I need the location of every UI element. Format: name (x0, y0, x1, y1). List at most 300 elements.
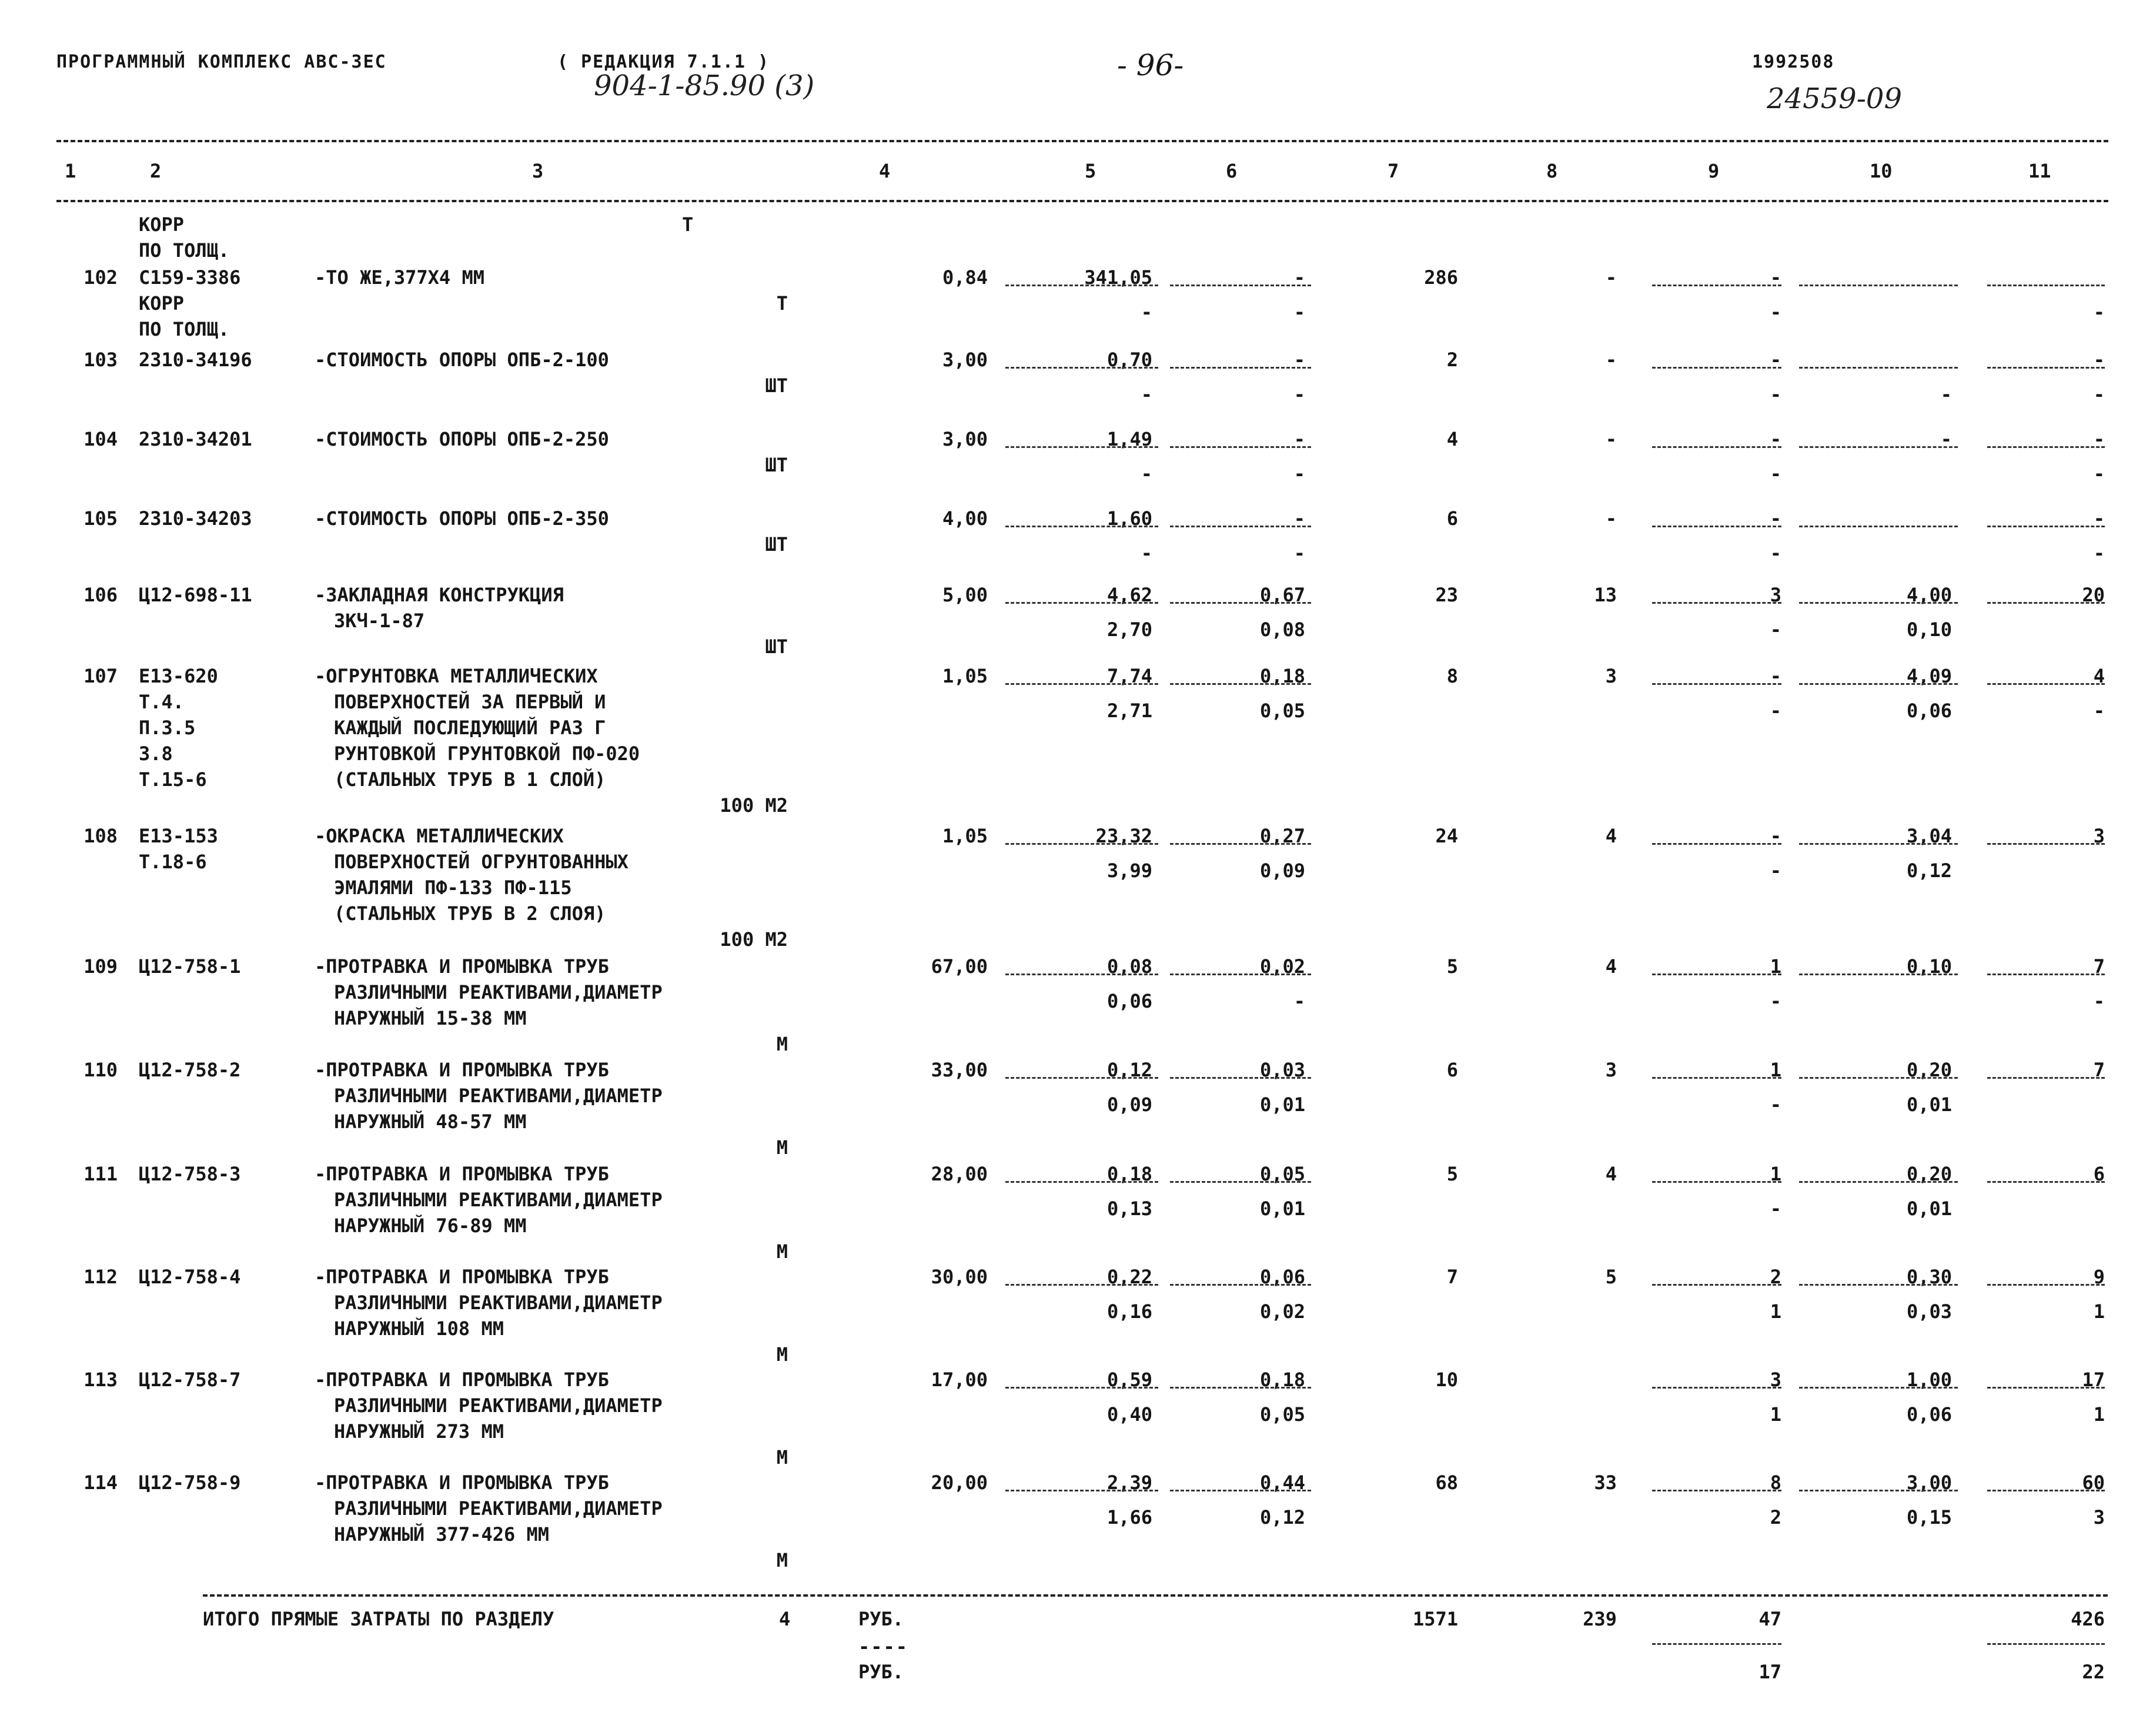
row-description: РАЗЛИЧНЫМИ РЕАКТИВАМИ,ДИАМЕТР (334, 981, 663, 1004)
row-code: Т.18-6 (139, 851, 207, 873)
row-quantity: 67,00 (931, 955, 988, 978)
row-col6-rule (1170, 367, 1311, 369)
continuation-code-2: ПО ТОЛЩ. (139, 239, 230, 262)
row-col5-wages: 2,71 (1106, 700, 1152, 723)
total-col9-rule (1652, 1643, 1781, 1645)
row-code: П.3.5 (139, 717, 196, 739)
row-col10-total: 0,10 (1906, 955, 1952, 978)
row-col10-total: - (1940, 428, 1952, 450)
row-description: НАРУЖНЫЙ 377-426 ММ (334, 1523, 550, 1546)
row-col5-total: 1,60 (1106, 507, 1152, 530)
row-number: 108 (83, 825, 118, 847)
row-col11-rule (1987, 683, 2105, 685)
row-col11-total: 6 (2093, 1163, 2105, 1185)
row-col10-rule (1799, 1284, 1958, 1286)
table-row (0, 582, 2153, 658)
row-col6-total: 0,27 (1259, 825, 1305, 847)
row-unit: М (776, 1033, 788, 1055)
row-code: 3.8 (139, 742, 173, 765)
row-col5-total: 23,32 (1095, 825, 1152, 847)
row-col6-wages: 0,01 (1259, 1198, 1305, 1220)
column-number-11: 11 (2028, 160, 2051, 182)
row-code: Ц12-758-2 (139, 1059, 241, 1081)
header-rule-top (56, 140, 2108, 142)
row-col5-wages: 0,13 (1106, 1198, 1152, 1220)
row-col9-rule (1652, 683, 1781, 685)
row-code: Ц12-758-7 (139, 1369, 241, 1391)
row-col5-total: 0,70 (1106, 349, 1152, 371)
row-col7: 10 (1435, 1369, 1458, 1391)
row-col10-wages: 0,06 (1906, 1403, 1952, 1426)
row-col8: 5 (1605, 1266, 1617, 1288)
row-col9-wages: - (1770, 1093, 1781, 1116)
row-col5-wages: - (1141, 463, 1152, 486)
row-col6-rule (1170, 1387, 1311, 1389)
row-col10-total: 0,30 (1906, 1266, 1952, 1288)
row-description: -СТОИМОСТЬ ОПОРЫ ОПБ-2-100 (315, 349, 609, 371)
row-col5-total: 0,12 (1106, 1059, 1152, 1081)
row-col9-rule (1652, 1077, 1781, 1079)
row-code: Ц12-758-4 (139, 1266, 241, 1288)
row-col9-total: 1 (1770, 1059, 1781, 1081)
row-number: 109 (83, 955, 118, 978)
row-col9-total: - (1770, 665, 1781, 687)
row-col6-rule (1170, 974, 1311, 975)
row-unit: 100 М2 (720, 928, 788, 951)
row-col5-wages: 1,66 (1106, 1506, 1152, 1529)
row-code: Е13-153 (139, 825, 218, 847)
row-col6-rule (1170, 843, 1311, 845)
row-col9-total: 8 (1770, 1471, 1781, 1494)
row-col9-wages: - (1770, 859, 1781, 882)
row-code: Е13-620 (139, 665, 218, 687)
row-quantity: 3,00 (942, 428, 988, 450)
row-col6-total: - (1293, 428, 1305, 450)
row-code: С159-3386 (139, 266, 241, 289)
row-col5-total: 0,18 (1106, 1163, 1152, 1185)
row-col10-rule (1799, 683, 1958, 685)
row-col9-total: - (1770, 428, 1781, 450)
column-number-4: 4 (879, 160, 891, 182)
row-col11-rule (1987, 1284, 2105, 1286)
row-col9-total: 1 (1770, 955, 1781, 978)
total-currency-2: РУБ. (858, 1661, 904, 1683)
row-col6-total: 0,67 (1259, 584, 1305, 606)
row-col10-wages: 0,12 (1906, 859, 1952, 882)
row-col7: 7 (1446, 1266, 1458, 1288)
table-row (0, 265, 2153, 340)
row-col11-wages: - (2093, 700, 2105, 723)
row-col6-total: 0,03 (1259, 1059, 1305, 1081)
row-col6-rule (1170, 526, 1311, 527)
row-col6-rule (1170, 683, 1311, 685)
row-unit: ШТ (765, 533, 788, 556)
row-description: НАРУЖНЫЙ 76-89 ММ (334, 1215, 527, 1237)
row-col9-rule (1652, 974, 1781, 975)
row-description: ЭМАЛЯМИ ПФ-133 ПФ-115 (334, 877, 572, 899)
table-row (0, 1057, 2153, 1159)
row-col9-total: 3 (1770, 1369, 1781, 1391)
total-col11-rule (1987, 1643, 2105, 1645)
row-quantity: 33,00 (931, 1059, 988, 1081)
row-col5-rule (1005, 602, 1158, 604)
row-description: -ПРОТРАВКА И ПРОМЫВКА ТРУБ (315, 1163, 609, 1185)
row-description: НАРУЖНЫЙ 273 ММ (334, 1420, 504, 1443)
row-col6-total: 0,18 (1259, 665, 1305, 687)
row-col10-rule (1799, 526, 1958, 527)
row-col6-total: - (1293, 266, 1305, 289)
row-col10-wages: 0,10 (1906, 618, 1952, 641)
row-col6-rule (1170, 602, 1311, 604)
document-code: 1992508 (1752, 52, 1835, 72)
row-col6-wages: - (1293, 542, 1305, 565)
row-description: РАЗЛИЧНЫМИ РЕАКТИВАМИ,ДИАМЕТР (334, 1189, 663, 1211)
row-quantity: 3,00 (942, 349, 988, 371)
row-col9-wages: - (1770, 463, 1781, 486)
row-col10-total: 4,09 (1906, 665, 1952, 687)
row-col5-wages: 0,40 (1106, 1403, 1152, 1426)
row-number: 112 (83, 1266, 118, 1288)
row-code: Ц12-758-1 (139, 955, 241, 978)
header-rule-bottom (56, 200, 2108, 202)
row-col6-total: - (1293, 507, 1305, 530)
row-col6-total: 0,06 (1259, 1266, 1305, 1288)
row-col6-rule (1170, 285, 1311, 286)
row-col6-wages: 0,05 (1259, 1403, 1305, 1426)
row-col11-rule (1987, 526, 2105, 527)
row-code: КОРР (139, 292, 185, 315)
column-number-9: 9 (1708, 160, 1720, 182)
row-col5-wages: 0,06 (1106, 990, 1152, 1013)
row-col6-rule (1170, 1284, 1311, 1286)
row-col11-total: 7 (2093, 955, 2105, 978)
row-col6-wages: 0,09 (1259, 859, 1305, 882)
row-col9-wages: - (1770, 700, 1781, 723)
row-col6-wages: - (1293, 383, 1305, 406)
row-col9-rule (1652, 285, 1781, 286)
row-col6-rule (1170, 1077, 1311, 1079)
row-col7: 5 (1446, 955, 1458, 978)
row-col10-rule (1799, 1387, 1958, 1389)
row-col9-wages: - (1770, 618, 1781, 641)
row-col5-wages: - (1141, 542, 1152, 565)
row-col11-total: 3 (2093, 825, 2105, 847)
row-col9-wages: 2 (1770, 1506, 1781, 1529)
row-col10-total: 0,20 (1906, 1059, 1952, 1081)
row-col11-rule (1987, 285, 2105, 286)
row-col5-rule (1005, 1490, 1158, 1491)
row-col11-total: 9 (2093, 1266, 2105, 1288)
row-col11-rule (1987, 843, 2105, 845)
row-col7: 68 (1435, 1471, 1458, 1494)
total-col11-a: 426 (2071, 1608, 2105, 1630)
row-code: 2310-34196 (139, 349, 252, 371)
row-col8: - (1605, 428, 1617, 450)
row-unit: ШТ (765, 374, 788, 397)
row-col9-rule (1652, 1387, 1781, 1389)
row-col5-rule (1005, 683, 1158, 685)
row-col11-rule (1987, 446, 2105, 448)
row-col9-total: - (1770, 266, 1781, 289)
row-description: РАЗЛИЧНЫМИ РЕАКТИВАМИ,ДИАМЕТР (334, 1497, 663, 1520)
row-unit: Т (776, 292, 788, 315)
row-col9-total: 3 (1770, 584, 1781, 606)
row-number: 102 (83, 266, 118, 289)
row-col11-total: 4 (2093, 665, 2105, 687)
handwritten-project-code: 904-1-85.90 (3) (594, 69, 815, 102)
row-col11-wages: - (2093, 463, 2105, 486)
total-col9-b: 17 (1758, 1661, 1781, 1683)
row-col11-total: - (2093, 349, 2105, 371)
total-currency-1: РУБ. (858, 1608, 904, 1630)
row-col6-total: 0,05 (1259, 1163, 1305, 1185)
row-col9-rule (1652, 1181, 1781, 1183)
row-description: РАЗЛИЧНЫМИ РЕАКТИВАМИ,ДИАМЕТР (334, 1085, 663, 1107)
row-code: ПО ТОЛЩ. (139, 318, 230, 340)
row-col11-wages: - (2093, 383, 2105, 406)
row-col10-wages: 0,03 (1906, 1300, 1952, 1323)
row-col6-total: 0,18 (1259, 1369, 1305, 1391)
row-description: -ЗАКЛАДНАЯ КОНСТРУКЦИЯ (315, 584, 564, 606)
column-number-7: 7 (1388, 160, 1399, 182)
row-col9-total: 1 (1770, 1163, 1781, 1185)
row-unit: 100 М2 (720, 794, 788, 817)
row-col11-wages: 3 (2093, 1506, 2105, 1529)
row-col10-wages: 0,15 (1906, 1506, 1952, 1529)
row-col11-wages: 1 (2093, 1403, 2105, 1426)
row-unit: М (776, 1240, 788, 1263)
row-col11-rule (1987, 1181, 2105, 1183)
row-col10-rule (1799, 1077, 1958, 1079)
row-col8: - (1605, 349, 1617, 371)
row-col8: 3 (1605, 665, 1617, 687)
row-unit: ШТ (765, 635, 788, 658)
column-number-6: 6 (1226, 160, 1238, 182)
row-description: -СТОИМОСТЬ ОПОРЫ ОПБ-2-350 (315, 507, 609, 530)
row-col8: 4 (1605, 955, 1617, 978)
row-col9-wages: - (1770, 1198, 1781, 1220)
row-col7: 8 (1446, 665, 1458, 687)
row-quantity: 20,00 (931, 1471, 988, 1494)
table-row (0, 347, 2153, 417)
row-col11-rule (1987, 602, 2105, 604)
row-col5-rule (1005, 974, 1158, 975)
column-number-8: 8 (1546, 160, 1558, 182)
row-col8: 13 (1594, 584, 1617, 606)
row-quantity: 30,00 (931, 1266, 988, 1288)
row-col10-wages: 0,01 (1906, 1093, 1952, 1116)
row-col9-rule (1652, 843, 1781, 845)
total-currency-divider: ---- (858, 1635, 909, 1658)
column-number-1: 1 (65, 160, 76, 182)
row-col8: 33 (1594, 1471, 1617, 1494)
row-col9-wages: 1 (1770, 1300, 1781, 1323)
handwritten-archive-number: 24559-09 (1767, 82, 1902, 115)
column-number-2: 2 (150, 160, 162, 182)
row-description: ПОВЕРХНОСТЕЙ ЗА ПЕРВЫЙ И (334, 691, 606, 713)
row-col6-wages: - (1293, 301, 1305, 324)
row-description: НАРУЖНЫЙ 48-57 ММ (334, 1110, 527, 1133)
row-col5-rule (1005, 285, 1158, 286)
row-col7: 286 (1424, 266, 1458, 289)
row-col11-rule (1987, 1077, 2105, 1079)
row-col11-wages: 1 (2093, 1300, 2105, 1323)
row-col5-total: 1,49 (1106, 428, 1152, 450)
table-row (0, 1264, 2153, 1366)
row-col6-wages: 0,12 (1259, 1506, 1305, 1529)
row-number: 103 (83, 349, 118, 371)
row-code: Т.4. (139, 691, 185, 713)
row-col7: 5 (1446, 1163, 1458, 1185)
row-col5-total: 7,74 (1106, 665, 1152, 687)
row-col9-rule (1652, 446, 1781, 448)
row-quantity: 0,84 (942, 266, 988, 289)
row-code: Ц12-698-11 (139, 584, 252, 606)
total-col9-a: 47 (1758, 1608, 1781, 1630)
table-row (0, 823, 2153, 951)
row-code: Ц12-758-9 (139, 1471, 241, 1494)
row-col8: 4 (1605, 825, 1617, 847)
row-code: 2310-34201 (139, 428, 252, 450)
row-description: (СТАЛЬНЫХ ТРУБ В 1 СЛОЙ) (334, 768, 606, 791)
row-col9-wages: - (1770, 542, 1781, 565)
total-section-number: 4 (779, 1608, 791, 1630)
row-code: 2310-34203 (139, 507, 252, 530)
row-col5-total: 341,05 (1084, 266, 1152, 289)
row-col10-wages: - (1940, 383, 1952, 406)
row-col10-rule (1799, 602, 1958, 604)
row-col6-rule (1170, 1490, 1311, 1491)
row-col10-rule (1799, 367, 1958, 369)
total-col8: 239 (1583, 1608, 1617, 1630)
row-unit: М (776, 1136, 788, 1159)
row-description: КАЖДЫЙ ПОСЛЕДУЮЩИЙ РАЗ Г (334, 717, 606, 739)
row-col5-rule (1005, 1077, 1158, 1079)
row-col9-wages: - (1770, 990, 1781, 1013)
row-col6-wages: - (1293, 990, 1305, 1013)
row-col9-wages: - (1770, 301, 1781, 324)
row-col5-rule (1005, 446, 1158, 448)
row-col10-wages: 0,01 (1906, 1198, 1952, 1220)
row-col6-rule (1170, 446, 1311, 448)
row-col6-rule (1170, 1181, 1311, 1183)
row-col8: 3 (1605, 1059, 1617, 1081)
row-col11-rule (1987, 974, 2105, 975)
total-col7: 1571 (1412, 1608, 1458, 1630)
row-col5-rule (1005, 843, 1158, 845)
row-col6-wages: 0,01 (1259, 1093, 1305, 1116)
row-col9-rule (1652, 526, 1781, 527)
row-col9-rule (1652, 1490, 1781, 1491)
row-col5-total: 4,62 (1106, 584, 1152, 606)
row-col5-total: 2,39 (1106, 1471, 1152, 1494)
row-col8: - (1605, 266, 1617, 289)
row-unit: М (776, 1549, 788, 1571)
program-name: ПРОГРАММНЫЙ КОМПЛЕКС АВС-ЗЕС (56, 52, 387, 72)
row-number: 107 (83, 665, 118, 687)
row-col6-total: 0,02 (1259, 955, 1305, 978)
column-number-3: 3 (532, 160, 544, 182)
row-col5-rule (1005, 1181, 1158, 1183)
continuation-code: КОРР (139, 213, 185, 236)
row-col11-rule (1987, 1387, 2105, 1389)
total-label: ИТОГО ПРЯМЫЕ ЗАТРАТЫ ПО РАЗДЕЛУ (203, 1608, 554, 1630)
row-col8: - (1605, 507, 1617, 530)
row-col10-total: 3,04 (1906, 825, 1952, 847)
row-col11-total: 20 (2082, 584, 2105, 606)
row-col11-total: 17 (2082, 1369, 2105, 1391)
row-col9-rule (1652, 1284, 1781, 1286)
row-description: РУНТОВКОЙ ГРУНТОВКОЙ ПФ-020 (334, 742, 640, 765)
row-quantity: 4,00 (942, 507, 988, 530)
table-row (0, 506, 2153, 576)
table-row (0, 663, 2153, 817)
row-col5-rule (1005, 1284, 1158, 1286)
row-code: Т.15-6 (139, 768, 207, 791)
row-number: 106 (83, 584, 118, 606)
row-col7: 6 (1446, 507, 1458, 530)
table-row (0, 1470, 2153, 1571)
row-unit: М (776, 1343, 788, 1366)
row-col6-total: 0,44 (1259, 1471, 1305, 1494)
row-description: (СТАЛЬНЫХ ТРУБ В 2 СЛОЯ) (334, 902, 606, 925)
row-col5-total: 0,59 (1106, 1369, 1152, 1391)
row-col7: 24 (1435, 825, 1458, 847)
row-description: РАЗЛИЧНЫМИ РЕАКТИВАМИ,ДИАМЕТР (334, 1292, 663, 1314)
row-col9-wages: - (1770, 383, 1781, 406)
column-number-10: 10 (1870, 160, 1893, 182)
row-description: НАРУЖНЫЙ 108 ММ (334, 1317, 504, 1340)
row-description: -ОГРУНТОВКА МЕТАЛЛИЧЕСКИХ (315, 665, 598, 687)
row-col6-wages: 0,02 (1259, 1300, 1305, 1323)
row-col5-wages: 2,70 (1106, 618, 1152, 641)
row-unit: ШТ (765, 454, 788, 476)
row-col5-wages: 3,99 (1106, 859, 1152, 882)
row-col5-wages: 0,16 (1106, 1300, 1152, 1323)
row-col5-wages: - (1141, 301, 1152, 324)
row-col8: 4 (1605, 1163, 1617, 1185)
row-col5-total: 0,08 (1106, 955, 1152, 978)
row-col10-rule (1799, 1181, 1958, 1183)
row-col11-total: 60 (2082, 1471, 2105, 1494)
row-number: 113 (83, 1369, 118, 1391)
row-col10-total: 0,20 (1906, 1163, 1952, 1185)
column-number-5: 5 (1085, 160, 1096, 182)
row-col11-wages: - (2093, 301, 2105, 324)
row-col11-rule (1987, 1490, 2105, 1491)
row-col9-rule (1652, 602, 1781, 604)
row-col10-rule (1799, 1490, 1958, 1491)
continuation-unit: Т (682, 213, 694, 236)
row-col9-total: - (1770, 349, 1781, 371)
row-col10-total: 3,00 (1906, 1471, 1952, 1494)
row-col10-total: 1,00 (1906, 1369, 1952, 1391)
row-unit: М (776, 1446, 788, 1469)
edition-label: ( РЕДАКЦИЯ 7.1.1 ) (557, 52, 770, 72)
row-col11-total: - (2093, 428, 2105, 450)
row-quantity: 1,05 (942, 825, 988, 847)
row-description: -СТОИМОСТЬ ОПОРЫ ОПБ-2-250 (315, 428, 609, 450)
row-col10-rule (1799, 974, 1958, 975)
row-col9-wages: 1 (1770, 1403, 1781, 1426)
row-col7: 2 (1446, 349, 1458, 371)
total-col11-b: 22 (2082, 1661, 2105, 1683)
row-col9-total: 2 (1770, 1266, 1781, 1288)
row-col5-wages: - (1141, 383, 1152, 406)
row-col6-wages: 0,08 (1259, 618, 1305, 641)
row-col5-rule (1005, 1387, 1158, 1389)
row-description: ПОВЕРХНОСТЕЙ ОГРУНТОВАННЫХ (334, 851, 628, 873)
